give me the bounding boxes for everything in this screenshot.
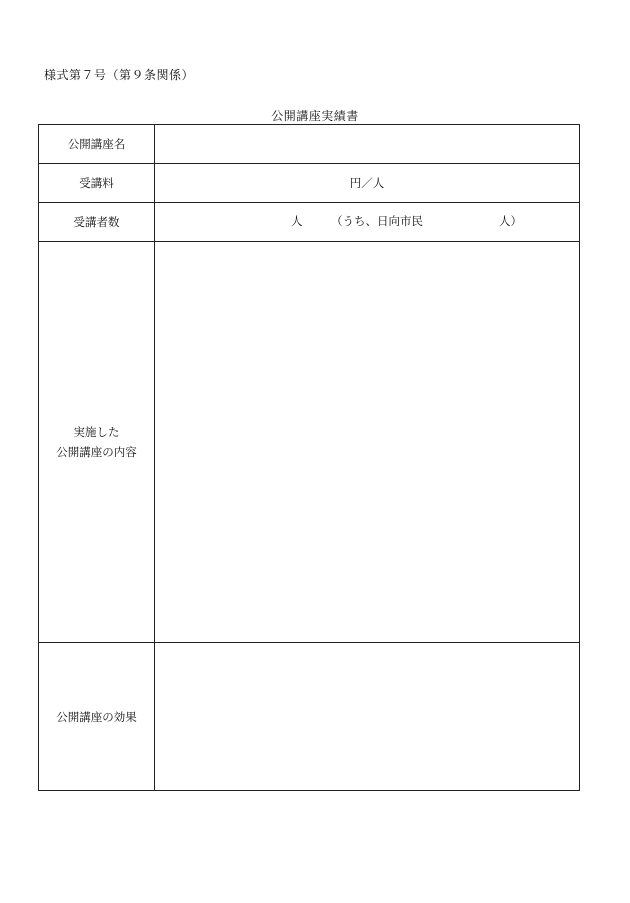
effect-field[interactable]	[155, 643, 580, 791]
fee-field[interactable]	[155, 164, 580, 203]
effect-label: 公開講座の効果	[39, 643, 155, 791]
table-row-fee	[39, 164, 580, 203]
participants-label: 受講者数	[39, 203, 155, 242]
participants-field[interactable]	[155, 203, 580, 242]
table-row-course-name	[39, 125, 580, 164]
course-name-label: 公開講座名	[39, 125, 155, 164]
table-row-effect	[39, 643, 580, 791]
table-row-participants	[39, 203, 580, 242]
participants-city-prefix: （うち、日向市民	[331, 214, 423, 228]
fee-label: 受講料	[39, 164, 155, 203]
form-number: 様式第７号（第９条関係）	[44, 68, 195, 82]
report-table	[38, 124, 580, 791]
content-label-line1: 実施した	[73, 425, 120, 439]
content-field[interactable]	[155, 242, 580, 643]
content-label-line2: 公開講座の内容	[56, 445, 137, 459]
course-name-field[interactable]	[155, 125, 580, 164]
fee-unit: 円／人	[349, 176, 385, 190]
content-label	[39, 242, 155, 643]
table-row-content	[39, 242, 580, 643]
participants-value	[155, 212, 579, 232]
document-title: 公開講座実績書	[271, 109, 359, 123]
participants-total-unit: 人	[291, 214, 303, 228]
participants-city-unit: 人）	[499, 214, 522, 228]
